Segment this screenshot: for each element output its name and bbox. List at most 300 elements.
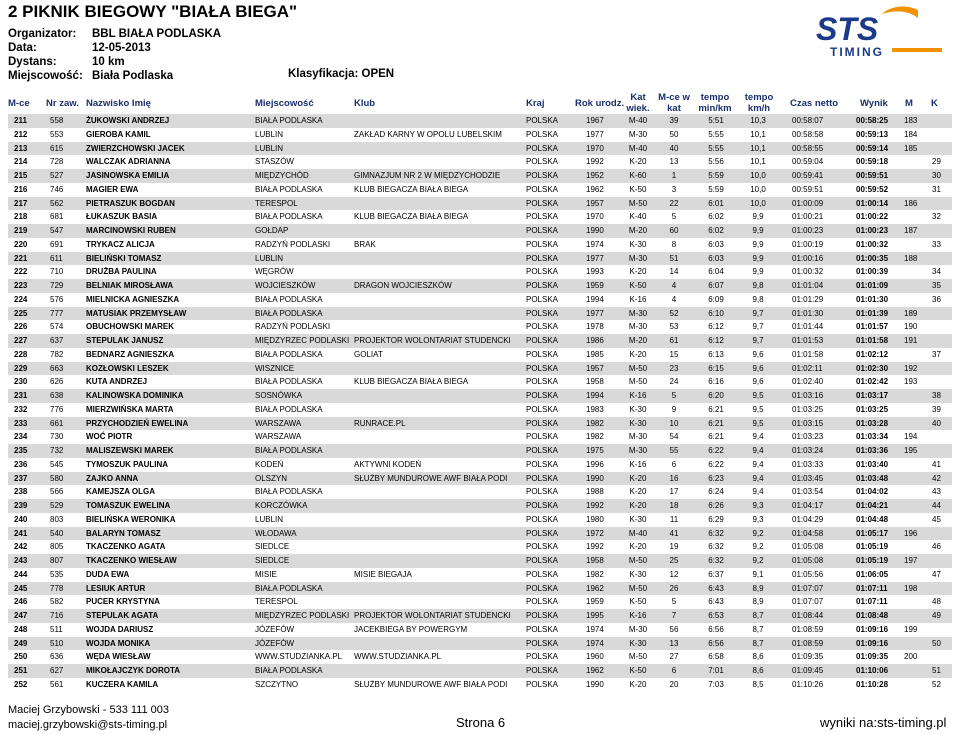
cell-name: STEPULAK JANUSZ [86, 336, 164, 345]
cell-country: POLSKA [526, 322, 559, 332]
cell-city: SOSNÓWKA [255, 391, 303, 400]
cell-pace: 7:01 [708, 666, 724, 675]
cell-country: POLSKA [526, 611, 559, 620]
cell-bib: 777 [50, 308, 64, 318]
cell-place: 219 [14, 226, 28, 235]
table-row [8, 678, 952, 692]
cell-net-time: 01:03:15 [792, 418, 824, 428]
cell-category-place: 15 [669, 349, 679, 359]
cell-category-place: 27 [669, 652, 679, 662]
cell-city: BIAŁA PODLASKA [255, 349, 323, 359]
cell-place: 213 [14, 143, 28, 153]
cell-result: 01:00:32 [856, 239, 889, 249]
cell-category-place: 26 [669, 583, 679, 593]
cell-name: MIERZWIŃSKA MARTA [86, 404, 174, 414]
cell-category-place: 22 [669, 198, 679, 208]
cell-net-time: 01:00:21 [792, 212, 824, 222]
cell-category-place: 54 [669, 432, 679, 442]
cell-name: BIELIŃSKI TOMASZ [86, 253, 162, 263]
cell-men: 196 [904, 528, 918, 538]
cell-net-time: 01:02:11 [792, 363, 823, 373]
cell-bib: 545 [50, 459, 64, 469]
cell-pace: 6:21 [708, 432, 724, 442]
cell-name: PUCER KRYSTYNA [86, 597, 160, 607]
cell-women: 30 [932, 171, 941, 180]
cell-pace: 6:13 [708, 349, 724, 359]
cell-net-time: 01:00:23 [792, 226, 824, 235]
cell-net-time: 01:04:29 [792, 514, 824, 524]
cell-men: 187 [904, 226, 918, 235]
cell-city: BIAŁA PODLASKA [255, 212, 323, 222]
table-row [8, 155, 952, 169]
cell-year: 1952 [586, 171, 604, 180]
cell-place: 235 [14, 446, 28, 455]
cell-men: 200 [904, 652, 918, 662]
cell-result: 01:09:35 [856, 652, 889, 662]
cell-category: K-30 [629, 239, 647, 249]
cell-result: 01:03:28 [856, 418, 889, 428]
cell-result: 01:02:30 [856, 363, 889, 373]
table-row [8, 293, 952, 307]
cell-result: 01:03:25 [856, 404, 889, 414]
cell-name: BEDNARZ AGNIESZKA [86, 349, 175, 359]
cell-men: 197 [904, 556, 918, 565]
cell-year: 1972 [586, 528, 604, 538]
cell-net-time: 01:04:17 [792, 501, 824, 510]
cell-women: 44 [932, 501, 941, 510]
cell-pace: 5:51 [708, 116, 724, 125]
cell-year: 1978 [586, 322, 604, 332]
cell-pace: 6:09 [708, 294, 724, 304]
cell-category: M-50 [628, 363, 648, 373]
cell-result: 01:05:17 [856, 528, 889, 538]
cell-bib: 511 [50, 624, 63, 634]
cell-women: 31 [932, 184, 941, 194]
cell-country: POLSKA [526, 583, 559, 593]
cell-category: K-20 [629, 473, 647, 483]
cell-result: 01:07:11 [856, 597, 888, 607]
cell-pace: 6:02 [708, 212, 724, 222]
table-row [8, 540, 952, 554]
cell-pace: 6:16 [708, 377, 724, 387]
cell-year: 1958 [586, 377, 604, 387]
cell-city: LUBLIN [255, 514, 284, 524]
cell-net-time: 01:03:54 [792, 487, 824, 497]
cell-net-time: 01:07:07 [792, 583, 824, 593]
table-row [8, 458, 952, 472]
cell-result: 01:05:19 [856, 556, 889, 565]
cell-pace: 6:02 [708, 226, 724, 235]
cell-club: PROJEKTOR WOLONTARIAT STUDENCKI [354, 336, 511, 345]
cell-city: WĘGRÓW [255, 267, 294, 277]
cell-result: 00:58:25 [856, 116, 889, 125]
cell-category: M-40 [628, 528, 648, 538]
cell-net-time: 01:09:45 [792, 666, 824, 675]
cell-category-place: 4 [671, 294, 677, 304]
header-result: Wynik [860, 98, 888, 109]
cell-speed: 10,1 [750, 157, 766, 167]
cell-women: 49 [932, 611, 941, 620]
cell-club: KLUB BIEGACZA BIAŁA BIEGA [354, 377, 469, 387]
cell-bib: 637 [50, 336, 64, 345]
cell-year: 1982 [586, 432, 604, 442]
cell-place: 251 [14, 666, 28, 675]
cell-speed: 8,6 [752, 652, 764, 662]
cell-name: TKACZENKO WIESŁAW [86, 556, 177, 565]
cell-speed: 9,9 [752, 253, 764, 263]
cell-country: POLSKA [526, 226, 559, 235]
cell-place: 226 [14, 322, 28, 332]
cell-result: 01:01:58 [856, 336, 889, 345]
cell-pace: 6:56 [708, 624, 724, 634]
cell-result: 00:59:13 [856, 129, 889, 139]
cell-bib: 611 [50, 253, 63, 263]
cell-name: MAGIER EWA [86, 184, 139, 194]
cell-category-place: 40 [669, 143, 679, 153]
cell-year: 1990 [586, 473, 604, 483]
cell-country: POLSKA [526, 597, 559, 607]
cell-bib: 553 [50, 129, 64, 139]
cell-place: 220 [14, 239, 28, 249]
cell-women: 33 [932, 239, 941, 249]
cell-pace: 6:24 [708, 487, 724, 497]
cell-name: KALINOWSKA DOMINIKA [86, 391, 184, 400]
table-row [8, 307, 952, 321]
cell-pace: 5:59 [708, 171, 724, 180]
cell-pace: 6:21 [708, 404, 724, 414]
cell-category: M-30 [628, 624, 648, 634]
cell-city: WARSZAWA [255, 418, 302, 428]
cell-place: 238 [14, 487, 28, 497]
cell-result: 01:04:21 [856, 501, 889, 510]
cell-country: POLSKA [526, 569, 559, 579]
cell-place: 244 [14, 569, 28, 579]
cell-category: K-16 [629, 611, 647, 620]
cell-bib: 746 [50, 184, 64, 194]
cell-name: WĘDA WIESŁAW [86, 652, 151, 662]
cell-bib: 681 [50, 212, 64, 222]
cell-net-time: 01:01:30 [792, 308, 824, 318]
header-category: Kat wiek. [626, 92, 650, 114]
cell-year: 1983 [586, 404, 604, 414]
cell-city: WWW.STUDZIANKA.PL [255, 652, 343, 662]
table-row [8, 568, 952, 582]
cell-net-time: 01:10:26 [792, 679, 824, 689]
logo-swoosh-icon [882, 7, 918, 18]
cell-category-place: 52 [669, 308, 679, 318]
table-row [8, 128, 952, 142]
cell-net-time: 00:59:41 [792, 171, 824, 180]
cell-bib: 547 [50, 226, 64, 235]
cell-year: 1982 [586, 569, 604, 579]
cell-category: M-20 [628, 336, 648, 345]
cell-speed: 10,0 [750, 184, 766, 194]
cell-name: MATUSIAK PRZEMYSŁAW [86, 308, 187, 318]
cell-speed: 9,4 [752, 473, 764, 483]
cell-speed: 9,9 [752, 239, 764, 249]
cell-club: GIMNAZJUM NR 2 W MIĘDZYCHODZIE [354, 171, 501, 180]
cell-club: MISIE BIEGAJA [354, 569, 412, 579]
table-row [8, 375, 952, 389]
cell-bib: 803 [50, 514, 64, 524]
cell-result: 01:01:09 [856, 281, 889, 290]
cell-women: 42 [932, 473, 941, 483]
cell-result: 01:07:11 [856, 583, 888, 593]
cell-net-time: 01:00:32 [792, 267, 824, 277]
cell-name: ZWIERZCHOWSKI JACEK [86, 143, 185, 153]
cell-place: 222 [14, 267, 28, 277]
cell-bib: 778 [50, 583, 64, 593]
cell-year: 1995 [586, 611, 604, 620]
cell-result: 01:00:23 [856, 226, 889, 235]
cell-pace: 6:26 [708, 501, 724, 510]
cell-city: BIAŁA PODLASKA [255, 294, 323, 304]
cell-place: 249 [14, 638, 28, 648]
cell-speed: 8,9 [752, 597, 764, 607]
cell-country: POLSKA [526, 267, 559, 277]
cell-category: K-50 [629, 597, 647, 607]
header-name: Nazwisko Imię [86, 98, 151, 109]
cell-bib: 716 [50, 611, 64, 620]
table-row [8, 499, 952, 513]
cell-result: 01:09:16 [856, 624, 889, 634]
cell-pace: 5:56 [708, 157, 724, 167]
cell-place: 247 [14, 611, 28, 620]
table-row [8, 403, 952, 417]
cell-category-place: 39 [669, 116, 679, 125]
cell-place: 218 [14, 212, 28, 222]
cell-name: BALARYN TOMASZ [86, 528, 161, 538]
cell-name: WALCZAK ADRIANNA [86, 157, 171, 167]
cell-net-time: 01:09:35 [792, 652, 824, 662]
cell-place: 212 [14, 129, 28, 139]
cell-speed: 10,3 [750, 116, 766, 125]
cell-speed: 10,1 [750, 143, 766, 153]
cell-pace: 6:03 [708, 239, 724, 249]
cell-speed: 9,7 [752, 308, 764, 318]
cell-result: 01:01:57 [856, 322, 889, 332]
cell-category: K-50 [629, 281, 647, 290]
cell-net-time: 01:08:59 [792, 624, 824, 634]
cell-net-time: 01:03:45 [792, 473, 824, 483]
cell-category: M-30 [628, 253, 648, 263]
cell-category: K-30 [629, 404, 647, 414]
cell-year: 1970 [586, 212, 604, 222]
table-row [8, 527, 952, 541]
cell-pace: 6:58 [708, 652, 724, 662]
cell-place: 217 [14, 198, 28, 208]
cell-category: K-20 [629, 487, 647, 497]
cell-club: ZAKŁAD KARNY W OPOLU LUBELSKIM [354, 129, 502, 139]
cell-year: 1993 [586, 267, 604, 277]
logo-bar-icon [892, 48, 942, 52]
cell-women: 34 [932, 267, 941, 277]
cell-net-time: 01:01:29 [792, 294, 824, 304]
cell-category-place: 50 [669, 129, 679, 139]
cell-city: KORCZÓWKA [255, 501, 308, 510]
cell-pace: 6:15 [708, 363, 724, 373]
cell-result: 01:02:12 [856, 349, 889, 359]
cell-net-time: 01:01:44 [792, 322, 824, 332]
cell-bib: 691 [50, 239, 64, 249]
cell-bib: 730 [50, 432, 64, 442]
table-row [8, 650, 952, 664]
cell-net-time: 01:04:58 [792, 528, 824, 538]
cell-speed: 8,7 [752, 624, 764, 634]
cell-category-place: 51 [669, 253, 679, 263]
cell-category: K-30 [629, 418, 647, 428]
header-club: Klub [354, 98, 376, 109]
cell-net-time: 01:00:16 [792, 253, 824, 263]
cell-bib: 576 [50, 294, 64, 304]
cell-category-place: 61 [669, 336, 679, 345]
cell-name: ŁUKASZUK BASIA [86, 212, 158, 222]
cell-bib: 732 [50, 446, 64, 455]
cell-city: JÓZEFÓW [255, 624, 295, 634]
sts-timing-logo [810, 4, 950, 62]
cell-place: 234 [14, 432, 28, 442]
info-value: BBL BIAŁA PODLASKA [92, 28, 222, 40]
cell-bib: 710 [50, 267, 64, 277]
cell-speed: 8,6 [752, 666, 764, 675]
cell-place: 231 [14, 391, 28, 400]
cell-net-time: 00:58:07 [792, 116, 824, 125]
header-net-time: Czas netto [790, 98, 839, 109]
cell-city: WARSZAWA [255, 432, 302, 442]
table-row [8, 430, 952, 444]
cell-place: 216 [14, 184, 28, 194]
table-row [8, 252, 952, 266]
cell-city: JÓZEFÓW [255, 638, 295, 648]
cell-pace: 6:10 [708, 308, 724, 318]
cell-category-place: 4 [671, 281, 677, 290]
cell-bib: 729 [50, 281, 64, 290]
cell-net-time: 00:59:51 [792, 184, 824, 194]
cell-year: 1970 [586, 143, 604, 153]
cell-women: 50 [932, 638, 941, 648]
table-row [8, 417, 952, 431]
cell-year: 1958 [586, 556, 604, 565]
cell-category-place: 5 [671, 391, 677, 400]
footer-contact-email: maciej.grzybowski@sts-timing.pl [8, 719, 168, 731]
cell-place: 225 [14, 308, 28, 318]
cell-year: 1977 [586, 253, 604, 263]
cell-year: 1990 [586, 679, 604, 689]
cell-year: 1977 [586, 129, 604, 139]
cell-result: 01:03:40 [856, 459, 889, 469]
cell-city: LUBLIN [255, 143, 284, 153]
cell-name: KUCZERA KAMILA [86, 679, 159, 689]
cell-speed: 8,9 [752, 583, 764, 593]
cell-result: 01:00:35 [856, 253, 889, 263]
cell-women: 52 [932, 679, 941, 689]
cell-women: 32 [932, 212, 941, 222]
cell-women: 43 [932, 487, 941, 497]
cell-name: JASINOWSKA EMILIA [86, 171, 170, 180]
cell-city: BIAŁA PODLASKA [255, 377, 323, 387]
cell-name: PRZYCHODZIEŃ EWELINA [86, 418, 189, 428]
cell-men: 188 [904, 253, 918, 263]
cell-category-place: 12 [669, 569, 679, 579]
cell-bib: 807 [50, 556, 64, 565]
cell-pace: 6:03 [708, 253, 724, 263]
cell-bib: 661 [50, 418, 64, 428]
cell-pace: 6:32 [708, 542, 724, 552]
cell-year: 1992 [586, 501, 604, 510]
cell-year: 1974 [586, 638, 604, 648]
cell-country: POLSKA [526, 349, 559, 359]
cell-country: POLSKA [526, 666, 559, 675]
cell-speed: 9,4 [752, 446, 764, 455]
header-city: Miejscowość [255, 98, 314, 109]
cell-category: K-60 [629, 171, 647, 180]
cell-name: STEPULAK AGATA [86, 611, 159, 620]
cell-women: 37 [932, 349, 941, 359]
cell-year: 1962 [586, 583, 604, 593]
cell-result: 01:03:34 [856, 432, 889, 442]
header-country: Kraj [526, 98, 545, 109]
cell-name: LESIUK ARTUR [86, 583, 146, 593]
cell-speed: 9,9 [752, 212, 764, 222]
cell-country: POLSKA [526, 446, 559, 455]
cell-club: BRAK [354, 239, 376, 249]
table-row [8, 197, 952, 211]
cell-place: 241 [14, 528, 28, 538]
cell-country: POLSKA [526, 473, 559, 483]
info-value: 10 km [92, 56, 125, 68]
cell-year: 1977 [586, 308, 604, 318]
cell-club: AKTYWNI KODEŃ [354, 459, 422, 469]
header-men: M [905, 98, 913, 109]
table-row [8, 348, 952, 362]
cell-result: 01:00:39 [856, 267, 889, 277]
info-distance [8, 56, 125, 68]
cell-country: POLSKA [526, 294, 559, 304]
cell-year: 1990 [586, 226, 604, 235]
cell-country: POLSKA [526, 212, 559, 222]
cell-year: 1980 [586, 514, 604, 524]
cell-city: TERESPOL [255, 597, 298, 607]
table-row [8, 664, 952, 678]
table-row [8, 472, 952, 486]
cell-name: TYMOSZUK PAULINA [86, 459, 169, 469]
cell-pace: 6:43 [708, 583, 724, 593]
cell-name: MIKOŁAJCZYK DOROTA [86, 666, 181, 675]
cell-result: 01:03:36 [856, 446, 889, 455]
cell-year: 1974 [586, 239, 604, 249]
cell-speed: 10,0 [750, 171, 766, 180]
cell-pace: 5:55 [708, 129, 724, 139]
cell-bib: 663 [50, 363, 64, 373]
cell-pace: 6:23 [708, 473, 724, 483]
cell-category: K-20 [629, 267, 647, 277]
cell-men: 194 [904, 432, 918, 442]
cell-women: 38 [932, 391, 941, 400]
cell-year: 1996 [586, 459, 604, 469]
cell-city: OLSZYN [255, 473, 288, 483]
cell-name: KUTA ANDRZEJ [86, 377, 148, 387]
info-value: Biała Podlaska [92, 70, 174, 82]
cell-net-time: 01:03:24 [792, 446, 824, 455]
cell-category-place: 13 [669, 638, 679, 648]
cell-name: BIELIŃSKA WERONIKA [86, 514, 176, 524]
table-row [8, 595, 952, 609]
cell-place: 248 [14, 624, 28, 634]
cell-women: 41 [932, 459, 941, 469]
cell-category: M-40 [628, 116, 648, 125]
cell-category: K-20 [629, 157, 647, 167]
cell-net-time: 01:03:23 [792, 432, 824, 442]
